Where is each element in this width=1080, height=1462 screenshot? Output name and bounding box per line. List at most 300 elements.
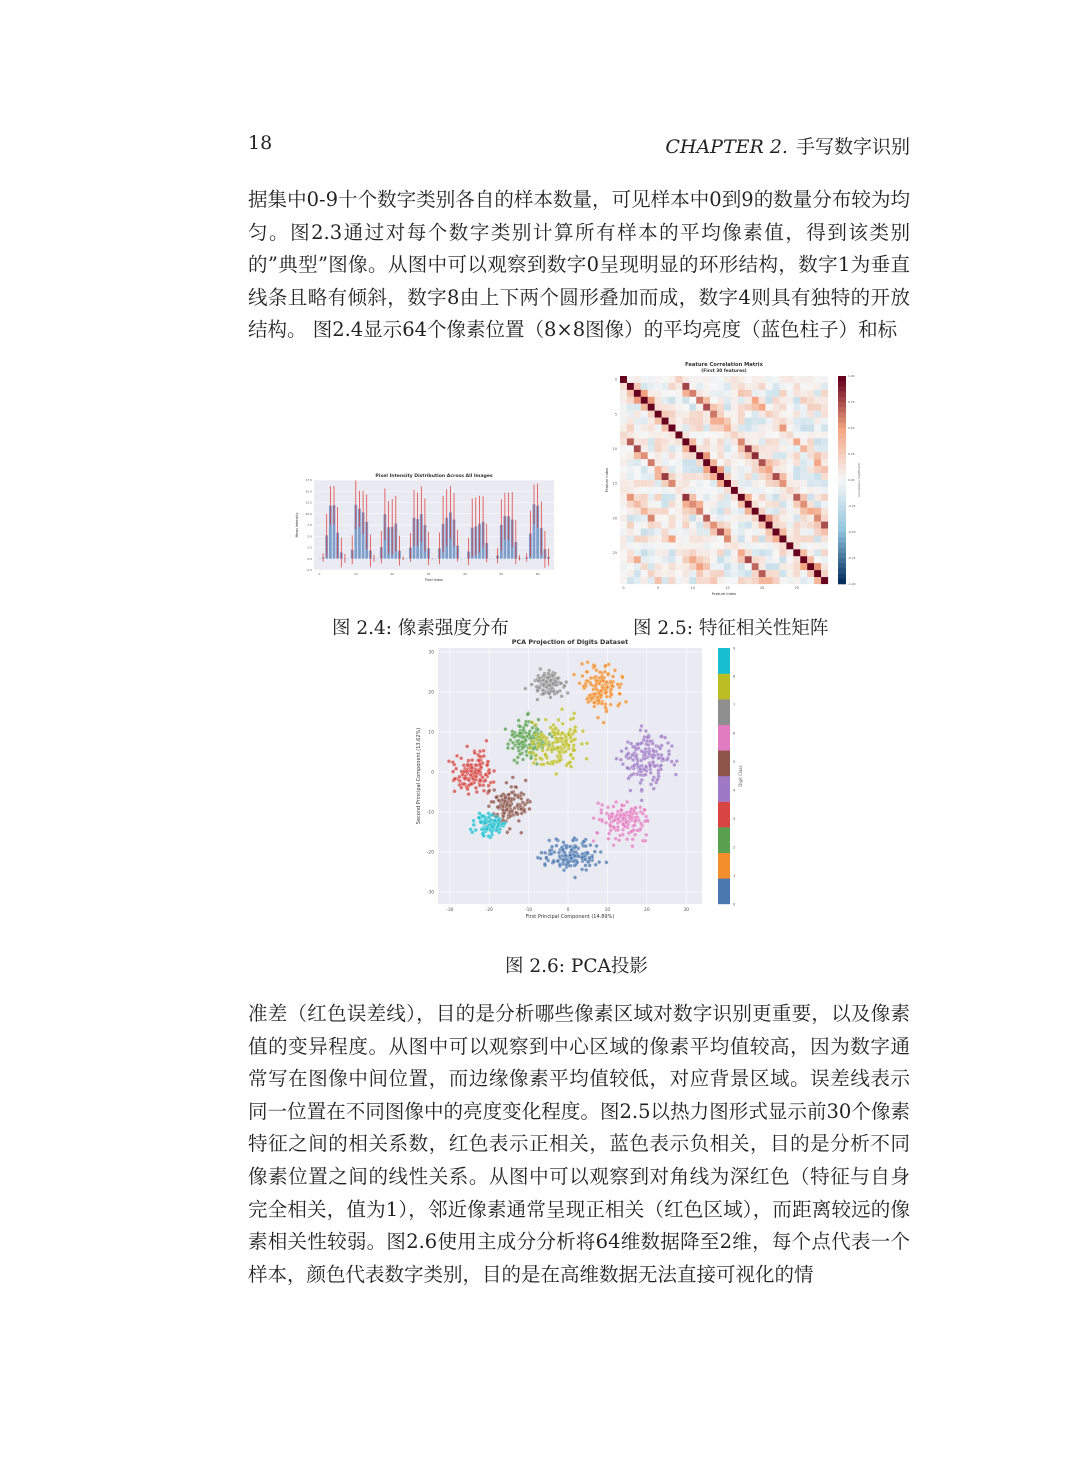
heatmap-cell (752, 390, 759, 397)
heatmap-cell (821, 577, 828, 584)
scatter-point-digit-7 (541, 688, 545, 692)
heatmap-cell (655, 445, 662, 452)
scatter-point-digit-6 (644, 833, 648, 837)
scatter-point-digit-1 (597, 699, 601, 703)
heatmap-cell (669, 529, 676, 536)
heatmap-cell (745, 535, 752, 542)
heatmap-cell (779, 535, 786, 542)
heatmap-cell (620, 494, 627, 501)
heatmap-cell (821, 431, 828, 438)
heatmap-cell (724, 487, 731, 494)
heatmap-cell (675, 494, 682, 501)
colorbar-tick-label: 1 (733, 873, 736, 878)
heatmap-cell (627, 397, 634, 404)
chapter-label: CHAPTER 2. (665, 136, 788, 158)
heatmap-cell (655, 556, 662, 563)
heatmap-cell (779, 404, 786, 411)
heatmap-cell (620, 445, 627, 452)
scatter-point-digit-0 (562, 840, 566, 844)
heatmap-cell (786, 473, 793, 480)
scatter-point-digit-3 (482, 789, 486, 793)
heatmap-cell (710, 383, 717, 390)
heatmap-cell (641, 487, 648, 494)
heatmap-cell (655, 549, 662, 556)
heatmap-cell (752, 438, 759, 445)
heatmap-cell (627, 487, 634, 494)
heatmap-cell (745, 411, 752, 418)
heatmap-cell (689, 577, 696, 584)
heatmap-cell (675, 466, 682, 473)
heatmap-cell (627, 515, 634, 522)
heatmap-cell (759, 438, 766, 445)
heatmap-cell (682, 556, 689, 563)
heatmap-cell (724, 535, 731, 542)
heatmap-cell (731, 515, 738, 522)
heatmap-cell (689, 501, 696, 508)
scatter-point-digit-5 (513, 793, 517, 797)
heatmap-cell (717, 425, 724, 432)
scatter-point-digit-0 (569, 856, 573, 860)
heatmap-cell (620, 501, 627, 508)
heatmap-cell (786, 397, 793, 404)
heatmap-cell (634, 570, 641, 577)
heatmap-cell (710, 515, 717, 522)
colorbar-segment (838, 475, 846, 481)
heatmap-cell (662, 556, 669, 563)
heatmap-cell (655, 542, 662, 549)
heatmap-cell (793, 501, 800, 508)
x-tick-label: -30 (446, 908, 454, 913)
scatter-point-digit-5 (507, 793, 511, 797)
heatmap-cell (634, 480, 641, 487)
heatmap-cell (752, 494, 759, 501)
scatter-point-digit-0 (543, 851, 547, 855)
scatter-point-digit-9 (481, 832, 485, 836)
heatmap-cell (703, 515, 710, 522)
heatmap-cell (779, 508, 786, 515)
scatter-point-digit-7 (560, 694, 564, 698)
heatmap-cell (641, 535, 648, 542)
scatter-point-digit-5 (517, 819, 521, 823)
heatmap-cell (655, 383, 662, 390)
heatmap-cell (627, 459, 634, 466)
heatmap-cell (669, 445, 676, 452)
heatmap-cell (703, 390, 710, 397)
heatmap-cell (669, 376, 676, 383)
heatmap-cell (696, 445, 703, 452)
heatmap-cell (689, 494, 696, 501)
heatmap-cell (759, 452, 766, 459)
heatmap-cell (793, 556, 800, 563)
scatter-point-digit-3 (478, 762, 482, 766)
colorbar-segment (718, 674, 730, 700)
scatter-point-digit-1 (616, 704, 620, 708)
heatmap-cell (724, 473, 731, 480)
colorbar-segment (838, 532, 846, 538)
scatter-point-digit-4 (639, 742, 643, 746)
scatter-point-digit-9 (472, 819, 476, 823)
scatter-point-digit-1 (588, 693, 592, 697)
scatter-point-digit-6 (595, 831, 599, 835)
heatmap-cell (648, 529, 655, 536)
heatmap-cell (675, 383, 682, 390)
scatter-point-digit-9 (480, 827, 484, 831)
heatmap-cell (759, 425, 766, 432)
heatmap-cell (648, 411, 655, 418)
heatmap-cell (731, 459, 738, 466)
colorbar-tick-label: -0.75 (848, 556, 856, 561)
heatmap-cell (814, 404, 821, 411)
heatmap-cell (821, 542, 828, 549)
heatmap-cell (779, 577, 786, 584)
scatter-point-digit-9 (479, 820, 483, 824)
scatter-point-digit-4 (640, 788, 644, 792)
heatmap-cell (648, 549, 655, 556)
x-axis-label: Pixel Index (424, 578, 444, 582)
y-tick-label: 2.5 (307, 545, 312, 550)
heatmap-cell (773, 487, 780, 494)
heatmap-cell (710, 556, 717, 563)
heatmap-cell (689, 515, 696, 522)
heatmap-cell (738, 445, 745, 452)
heatmap-cell (669, 556, 676, 563)
heatmap-cell (800, 411, 807, 418)
heatmap-cell (724, 570, 731, 577)
heatmap-cell (641, 501, 648, 508)
heatmap-cell (786, 535, 793, 542)
heatmap-cell (655, 570, 662, 577)
colorbar-segment (838, 511, 846, 517)
heatmap-cell (793, 383, 800, 390)
colorbar-label: Digit Class (738, 765, 743, 787)
heatmap-cell (759, 397, 766, 404)
heatmap-cell (620, 577, 627, 584)
colorbar-segment (838, 459, 846, 465)
heatmap-cell (634, 494, 641, 501)
heatmap-cell (689, 556, 696, 563)
scatter-point-digit-9 (477, 816, 481, 820)
heatmap-cell (717, 473, 724, 480)
heatmap-cell (738, 425, 745, 432)
heatmap-cell (793, 438, 800, 445)
heatmap-cell (793, 515, 800, 522)
heatmap-cell (821, 411, 828, 418)
heatmap-cell (620, 563, 627, 570)
heatmap-cell (689, 529, 696, 536)
heatmap-cell (710, 473, 717, 480)
x-tick-label: 15 (725, 586, 730, 590)
heatmap-cell (731, 549, 738, 556)
heatmap-cell (793, 452, 800, 459)
heatmap-cell (752, 418, 759, 425)
scatter-point-digit-4 (672, 763, 676, 767)
heatmap-cell (800, 508, 807, 515)
heatmap-cell (655, 522, 662, 529)
scatter-point-digit-4 (649, 782, 653, 786)
colorbar-segment (718, 802, 730, 828)
heatmap-cell (620, 452, 627, 459)
running-header (665, 132, 910, 159)
scatter-point-digit-4 (638, 781, 642, 785)
heatmap-cell (821, 494, 828, 501)
scatter-point-digit-2 (516, 746, 520, 750)
scatter-point-digit-1 (613, 668, 617, 672)
heatmap-cell (800, 425, 807, 432)
heatmap-cell (738, 466, 745, 473)
heatmap-cell (696, 438, 703, 445)
y-tick-label: -30 (426, 890, 434, 896)
heatmap-cell (779, 459, 786, 466)
heatmap-cell (759, 515, 766, 522)
colorbar-segment (838, 501, 846, 507)
scatter-point-digit-8 (569, 765, 573, 769)
scatter-point-digit-6 (616, 809, 620, 813)
heatmap-cell (689, 383, 696, 390)
heatmap-cell (786, 376, 793, 383)
scatter-point-digit-5 (487, 804, 491, 808)
heatmap-cell (655, 529, 662, 536)
scatter-point-digit-8 (549, 748, 553, 752)
scatter-point-digit-5 (510, 809, 514, 813)
scatter-point-digit-6 (620, 808, 624, 812)
heatmap-cell (627, 473, 634, 480)
heatmap-cell (800, 459, 807, 466)
heatmap-cell (627, 452, 634, 459)
colorbar-segment (838, 496, 846, 502)
heatmap-cell (800, 570, 807, 577)
heatmap-cell (620, 466, 627, 473)
scatter-point-digit-6 (633, 823, 637, 827)
heatmap-cell (634, 535, 641, 542)
heatmap-cell (779, 529, 786, 536)
heatmap-cell (675, 577, 682, 584)
scatter-point-digit-4 (649, 771, 653, 775)
heatmap-cell (800, 577, 807, 584)
scatter-point-digit-0 (554, 837, 558, 841)
scatter-point-digit-5 (505, 803, 509, 807)
heatmap-cell (800, 480, 807, 487)
scatter-point-digit-1 (624, 700, 628, 704)
heatmap-cell (814, 508, 821, 515)
heatmap-cell (641, 515, 648, 522)
heatmap-cell (662, 397, 669, 404)
heatmap-cell (717, 542, 724, 549)
scatter-point-digit-1 (603, 670, 607, 674)
scatter-point-digit-8 (572, 748, 576, 752)
scatter-point-digit-0 (599, 850, 603, 854)
heatmap-cell (669, 418, 676, 425)
heatmap-cell (752, 487, 759, 494)
heatmap-cell (807, 404, 814, 411)
scatter-point-digit-1 (610, 693, 614, 697)
x-tick-label: 0 (318, 572, 321, 576)
colorbar-segment (718, 776, 730, 802)
heatmap-cell (689, 411, 696, 418)
heatmap-cell (662, 390, 669, 397)
scatter-point-digit-6 (634, 806, 638, 810)
heatmap-cell (731, 501, 738, 508)
scatter-point-digit-4 (627, 777, 631, 781)
heatmap-cell (738, 542, 745, 549)
scatter-point-digit-0 (580, 868, 584, 872)
scatter-point-digit-5 (515, 804, 519, 808)
heatmap-cell (773, 418, 780, 425)
scatter-point-digit-8 (556, 746, 560, 750)
scatter-point-digit-1 (589, 683, 593, 687)
heatmap-cell (648, 404, 655, 411)
scatter-point-digit-1 (582, 684, 586, 688)
scatter-point-digit-4 (665, 758, 669, 762)
heatmap-cell (620, 431, 627, 438)
heatmap-cell (752, 445, 759, 452)
heatmap-cell (669, 383, 676, 390)
heatmap-cell (703, 418, 710, 425)
scatter-point-digit-5 (527, 807, 531, 811)
heatmap-cell (655, 480, 662, 487)
scatter-point-digit-0 (584, 844, 588, 848)
heatmap-cell (703, 529, 710, 536)
heatmap-cell (766, 494, 773, 501)
heatmap-cell (710, 542, 717, 549)
colorbar-segment (718, 827, 730, 853)
heatmap-cell (773, 452, 780, 459)
heatmap-cell (675, 397, 682, 404)
heatmap-cell (689, 570, 696, 577)
scatter-point-digit-2 (510, 733, 514, 737)
heatmap-cell (745, 508, 752, 515)
scatter-point-digit-5 (520, 807, 524, 811)
heatmap-cell (759, 466, 766, 473)
heatmap-cell (752, 570, 759, 577)
heatmap-cell (669, 404, 676, 411)
heatmap-cell (779, 480, 786, 487)
y-tick-label: 17.5 (305, 478, 312, 483)
heatmap-cell (752, 452, 759, 459)
heatmap-cell (759, 542, 766, 549)
scatter-point-digit-2 (518, 752, 522, 756)
heatmap-cell (738, 473, 745, 480)
heatmap-cell (779, 570, 786, 577)
heatmap-cell (655, 376, 662, 383)
scatter-point-digit-7 (549, 679, 553, 683)
heatmap-cell (807, 480, 814, 487)
scatter-point-digit-2 (525, 735, 529, 739)
heatmap-cell (662, 563, 669, 570)
heatmap-cell (793, 418, 800, 425)
scatter-point-digit-5 (508, 827, 512, 831)
heatmap-cell (779, 445, 786, 452)
heatmap-cell (648, 376, 655, 383)
heatmap-cell (627, 570, 634, 577)
colorbar-segment (718, 699, 730, 725)
heatmap-cell (821, 529, 828, 536)
y-tick-label: 20 (612, 516, 617, 521)
scatter-point-digit-6 (612, 825, 616, 829)
scatter-point-digit-2 (510, 729, 514, 733)
scatter-point-digit-6 (596, 801, 600, 805)
heatmap-cell (738, 376, 745, 383)
heatmap-cell (696, 452, 703, 459)
heatmap-cell (655, 425, 662, 432)
heatmap-cell (620, 425, 627, 432)
heatmap-cell (634, 425, 641, 432)
heatmap-cell (759, 494, 766, 501)
heatmap-cell (655, 418, 662, 425)
heatmap-cell (689, 542, 696, 549)
heatmap-cell (786, 452, 793, 459)
heatmap-cell (779, 411, 786, 418)
heatmap-cell (731, 570, 738, 577)
heatmap-cell (634, 376, 641, 383)
scatter-point-digit-0 (577, 855, 581, 859)
heatmap-cell (648, 522, 655, 529)
heatmap-cell (682, 501, 689, 508)
heatmap-cell (682, 445, 689, 452)
scatter-point-digit-5 (496, 805, 500, 809)
heatmap-cell (620, 549, 627, 556)
heatmap-cell (759, 418, 766, 425)
scatter-point-digit-3 (459, 756, 463, 760)
scatter-point-digit-8 (568, 728, 572, 732)
scatter-point-digit-8 (569, 753, 573, 757)
heatmap-cell (773, 480, 780, 487)
scatter-point-digit-3 (485, 739, 489, 743)
scatter-point-digit-3 (470, 766, 474, 770)
heatmap-cell (717, 452, 724, 459)
y-tick-label: 12.5 (305, 500, 312, 505)
figure-2-4-caption: 图 2.4: 像素强度分布 (332, 618, 509, 639)
colorbar-segment (838, 464, 846, 470)
heatmap-cell (731, 508, 738, 515)
y-tick-label: 0 (431, 770, 434, 776)
heatmap-cell (675, 445, 682, 452)
scatter-point-digit-8 (558, 759, 562, 763)
colorbar-segment (838, 537, 846, 543)
heatmap-cell (766, 404, 773, 411)
scatter-point-digit-1 (598, 670, 602, 674)
heatmap-cell (675, 390, 682, 397)
heatmap-cell (752, 431, 759, 438)
heatmap-cell (786, 570, 793, 577)
heatmap-cell (786, 438, 793, 445)
heatmap-cell (696, 494, 703, 501)
colorbar-tick-label: 9 (733, 646, 736, 651)
heatmap-cell (766, 452, 773, 459)
heatmap-cell (766, 522, 773, 529)
scatter-point-digit-2 (529, 756, 533, 760)
heatmap-cell (669, 397, 676, 404)
colorbar-tick-label: 8 (733, 674, 736, 679)
heatmap-cell (786, 411, 793, 418)
colorbar-tick-label: 2 (733, 845, 736, 850)
heatmap-cell (766, 431, 773, 438)
x-tick-label: 30 (426, 572, 431, 576)
heatmap-cell (807, 535, 814, 542)
scatter-point-digit-4 (661, 757, 665, 761)
scatter-point-digit-6 (632, 809, 636, 813)
scatter-point-digit-6 (604, 821, 608, 825)
heatmap-cell (669, 473, 676, 480)
heatmap-cell (821, 418, 828, 425)
heatmap-cell (717, 522, 724, 529)
heatmap-cell (724, 556, 731, 563)
heatmap-cell (759, 577, 766, 584)
scatter-point-digit-6 (629, 830, 633, 834)
heatmap-cell (821, 397, 828, 404)
heatmap-cell (662, 577, 669, 584)
scatter-point-digit-4 (643, 768, 647, 772)
scatter-point-digit-8 (564, 735, 568, 739)
